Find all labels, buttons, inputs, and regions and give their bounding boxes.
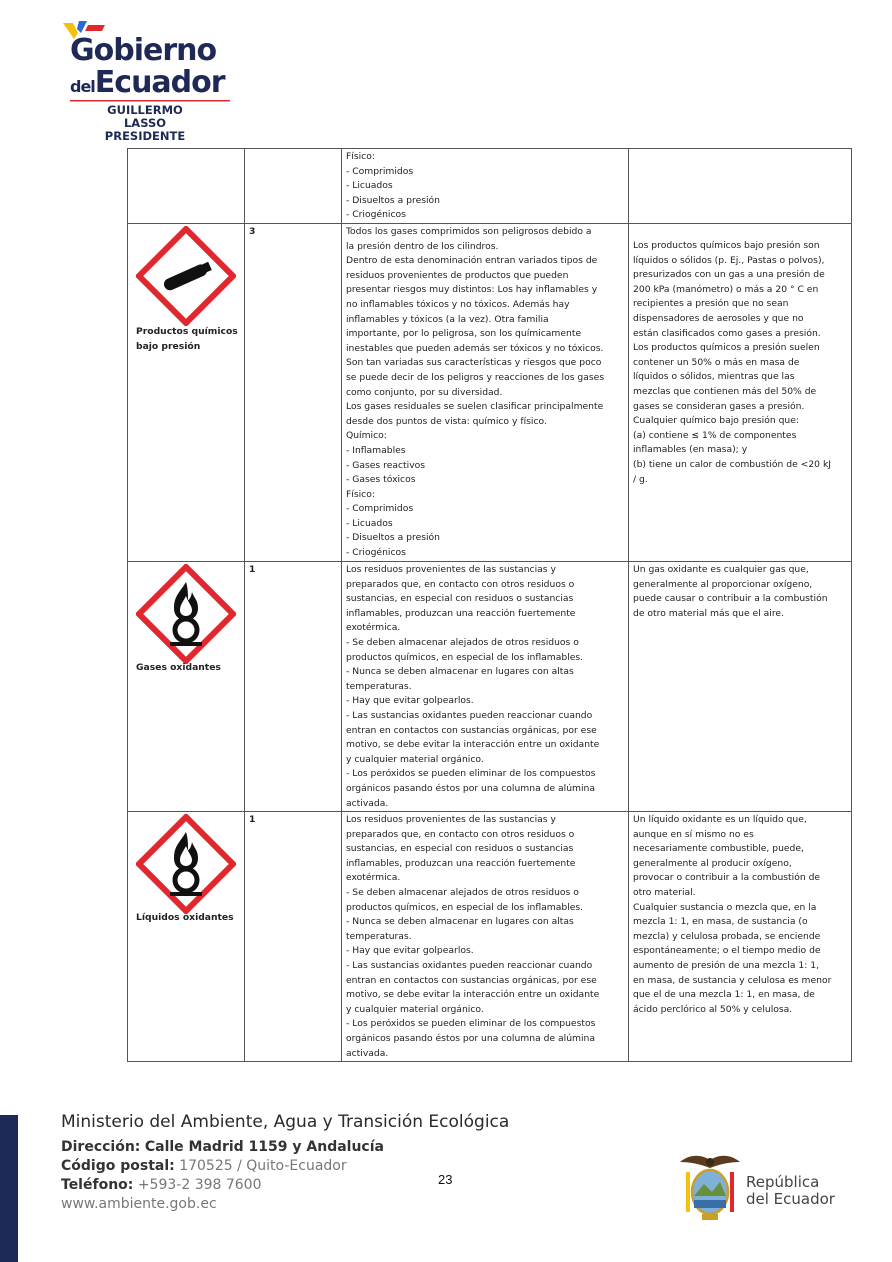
text-line: sustancias, en especial con residuos o sustancias [346,843,574,855]
text-line: - Criogénicos [346,547,406,559]
description-cell [342,149,629,224]
republica-logo [676,1150,856,1230]
number-cell [245,812,342,1062]
description-cell [342,224,629,562]
definition-cell [629,224,852,562]
text-line: - Gases tóxicos [346,474,416,486]
gas-cylinder-icon [136,226,236,326]
text-line: - Hay que evitar golpearlos. [346,945,474,957]
website-link[interactable] [61,1195,509,1214]
text-line: Los productos químicos bajo presión son [633,240,820,251]
definition-cell [629,149,852,224]
text-line: puede causar o contribuir a la combustión [633,593,828,605]
text-line: - Los peróxidos se pueden eliminar de los compuestos [346,1018,596,1030]
address-label: Dirección: [61,1139,141,1155]
name-cell [128,224,245,562]
text-line: - Licuados [346,517,393,529]
hazard-number: 1 [249,564,256,575]
address-value: Calle Madrid 1159 y Andalucía [144,1139,384,1155]
text-line: Un líquido oxidante es un líquido que, [633,814,807,826]
postal-value: 170525 / Quito-Ecuador [179,1158,347,1174]
text-line: Un gas oxidante es cualquier gas que, [633,564,809,575]
text-line: inflamables, produzcan una reacción fuertemente [346,607,576,619]
text-line: (b) tiene un calor de combustión de <20 kJ [633,458,831,470]
text-line: desde dos puntos de vista: químico y físico. [346,415,547,427]
text-line: aunque en sí mismo no es [633,828,754,840]
category-name [136,660,221,675]
logo-del: del [70,77,95,96]
text-line: - Licuados [346,180,393,192]
oxidizer-icon [136,814,236,914]
text-line: Cualquier sustancia o mezcla que, en la [633,901,817,913]
text-line: - Se deben almacenar alejados de otros residuos o [346,636,579,648]
footer-side-bar [0,1115,18,1262]
text-line: generalmente al producir oxígeno, [633,857,792,869]
text-line: Los productos químicos a presión suelen [633,342,820,354]
table-row [128,562,852,812]
text-line: 200 kPa (manómetro) o más a 20 ° C en [633,283,819,295]
text-line: Físico: [346,151,375,162]
text-line: temperaturas. [346,930,412,942]
text-line: - Nunca se deben almacenar en lugares con altas [346,666,574,678]
text-line: que el de una mezcla 1: 1, en masa, de [633,989,815,1001]
text-line: - Comprimidos [346,165,414,177]
text-line: Son tan variadas sus características y riesgos que poco [346,357,602,369]
text-line: necesariamente combustible, puede, [633,843,804,855]
description-cell [342,812,629,1062]
text-line: mezcla 1: 1, en masa, de sustancia (o [633,916,808,928]
text-line: motivo, se debe evitar la interacción entre un oxidante [346,989,600,1001]
number-cell [245,562,342,812]
oxidizer-icon [136,564,236,664]
logo-ecuador: Ecuador [94,65,225,100]
category-name [136,324,238,354]
table-row [128,149,852,224]
text-line: gases se consideran gases a presión. [633,400,805,412]
text-line: importante, por lo peligrosa, son los químicamente [346,328,582,340]
hazard-table [127,148,852,1062]
text-line: mezcla) y celulosa probada, se enciende [633,930,821,942]
text-line: - Disueltos a presión [346,194,441,206]
text-line: espontáneamente; o el tiempo medio de [633,945,821,957]
text-line: generalmente al proporcionar oxígeno, [633,578,813,590]
text-line: como conjunto, por su diversidad. [346,386,503,398]
text-line: activada. [346,797,389,809]
gobierno-logo [58,16,238,143]
text-line: mezclas que contienen más del 50% de [633,385,817,397]
republica-line-2: del Ecuador [746,1190,835,1208]
number-cell [245,224,342,562]
name-cell [128,562,245,812]
phone-value: +593-2 398 7600 [137,1177,262,1193]
text-line: dispensadores de aerosoles y que no [633,312,804,324]
text-line: - Hay que evitar golpearlos. [346,695,474,707]
text-line: inflamables y tóxicos (a la vez). Otra familia [346,313,549,325]
postal-label: Código postal: [61,1158,175,1174]
text-line: líquidos o sólidos (p. Ej., Pastas o polvos), [633,254,825,266]
text-line: y cualquier material orgánico. [346,753,484,765]
text-line: exotérmica. [346,872,401,884]
logo-president [86,104,204,143]
address-line [61,1138,509,1157]
text-line: Dentro de esta denominación entran variados tipos de [346,255,598,267]
text-line: inflamables, produzcan una reacción fuertemente [346,857,576,869]
text-line: activada. [346,1047,389,1059]
text-line: no inflamables tóxicos y no tóxicos. Además hay [346,298,570,310]
hazard-number: 3 [249,226,256,237]
text-line: sustancias, en especial con residuos o sustancias [346,593,574,605]
number-cell [245,149,342,224]
text-line: / g. [633,473,648,485]
text-line: temperaturas. [346,680,412,692]
text-line: - Disueltos a presión [346,532,441,544]
category-name-line: Productos químicos [136,326,238,337]
footer-contact [61,1110,509,1214]
table-row [128,224,852,562]
category-name-line: Gases oxidantes [136,662,221,673]
text-line: de otro material más que el aire. [633,607,784,619]
text-line: - Se deben almacenar alejados de otros residuos o [346,887,579,899]
category-name-line: bajo presión [136,341,201,352]
text-line: - Inflamables [346,444,406,456]
page-number: 23 [438,1172,453,1187]
text-line: residuos provenientes de productos que pueden [346,269,569,281]
text-line: la presión dentro de los cilindros. [346,240,499,252]
text-line: (a) contiene ≤ 1% de componentes [633,429,797,441]
text-line: recipientes a presión que no sean [633,298,789,310]
text-line: Físico: [346,488,375,500]
hazard-number: 1 [249,814,256,826]
text-line: Los residuos provenientes de las sustancias y [346,564,556,575]
text-line: - Nunca se deben almacenar en lugares con altas [346,916,574,928]
category-name [136,910,234,925]
logo-del-ecuador [70,65,225,100]
logo-gobierno: Gobierno [70,33,217,68]
text-line: y cualquier material orgánico. [346,1003,484,1015]
text-line: - Los peróxidos se pueden eliminar de los compuestos [346,768,596,780]
text-line: ácido perclórico al 50% y celulosa. [633,1003,793,1015]
text-line: están clasificados como gases a presión. [633,327,821,339]
coat-of-arms-icon [676,1150,744,1230]
text-line: motivo, se debe evitar la interacción entre un oxidante [346,739,600,751]
description-cell [342,562,629,812]
text-line: contener un 50% o más en masa de [633,356,800,368]
text-line: orgánicos pasando éstos por una columna de alúmina [346,782,595,794]
table-row [128,812,852,1062]
text-line: - Las sustancias oxidantes pueden reaccionar cuando [346,709,593,721]
phone-label: Teléfono: [61,1177,134,1193]
name-cell [128,812,245,1062]
republica-line-1: República [746,1173,820,1191]
name-cell [128,149,245,224]
definition-cell [629,812,852,1062]
text-line: líquidos o sólidos, mientras que las [633,371,795,383]
text-line: entran en contactos con sustancias orgánicas, por ese [346,724,597,736]
republica-text [746,1174,835,1208]
text-line: preparados que, en contacto con otros residuos o [346,828,575,840]
text-line: preparados que, en contacto con otros residuos o [346,578,575,590]
logo-president-name: GUILLERMO LASSO [107,103,183,130]
ministry-name: Ministerio del Ambiente, Agua y Transición Ecológica [61,1112,510,1132]
text-line: exotérmica. [346,622,401,634]
text-line: Cualquier químico bajo presión que: [633,415,800,427]
category-name-line: Líquidos oxidantes [136,912,234,924]
logo-president-role: PRESIDENTE [104,129,186,143]
text-line: productos químicos, en especial de los inflamables. [346,651,584,663]
text-line: en masa, de sustancia y celulosa es menor [633,974,832,986]
text-line: Todos los gases comprimidos son peligrosos debido a [346,226,592,237]
text-line: orgánicos pasando éstos por una columna de alúmina [346,1033,595,1044]
text-line: Los gases residuales se suelen clasificar principalmente [346,401,604,413]
text-line: - Gases reactivos [346,459,426,471]
text-line: productos químicos, en especial de los inflamables. [346,901,584,913]
text-line: inestables que pueden además ser tóxicos y no tóxicos. [346,342,604,354]
text-line: inflamables (en masa); y [633,444,748,456]
text-line: - Las sustancias oxidantes pueden reaccionar cuando [346,960,593,972]
text-line: otro material. [633,887,696,899]
text-line: - Comprimidos [346,503,414,515]
text-line: Químico: [346,430,387,442]
text-line: provocar o contribuir a la combustión de [633,872,821,884]
definition-cell [629,562,852,812]
text-line: entran en contactos con sustancias orgánicas, por ese [346,974,597,986]
text-line: - Criogénicos [346,209,406,221]
text-line: Los residuos provenientes de las sustancias y [346,814,556,826]
text-line: aumento de presión de una mezcla 1: 1, [633,960,819,972]
text-line: presentar riesgos muy distintos: Los hay inflamables y [346,284,598,296]
text-line: presurizados con un gas a una presión de [633,269,825,281]
text-line: se puede decir de los peligros y reacciones de los gases [346,371,605,383]
website-text[interactable]: www.ambiente.gob.ec [61,1196,217,1212]
